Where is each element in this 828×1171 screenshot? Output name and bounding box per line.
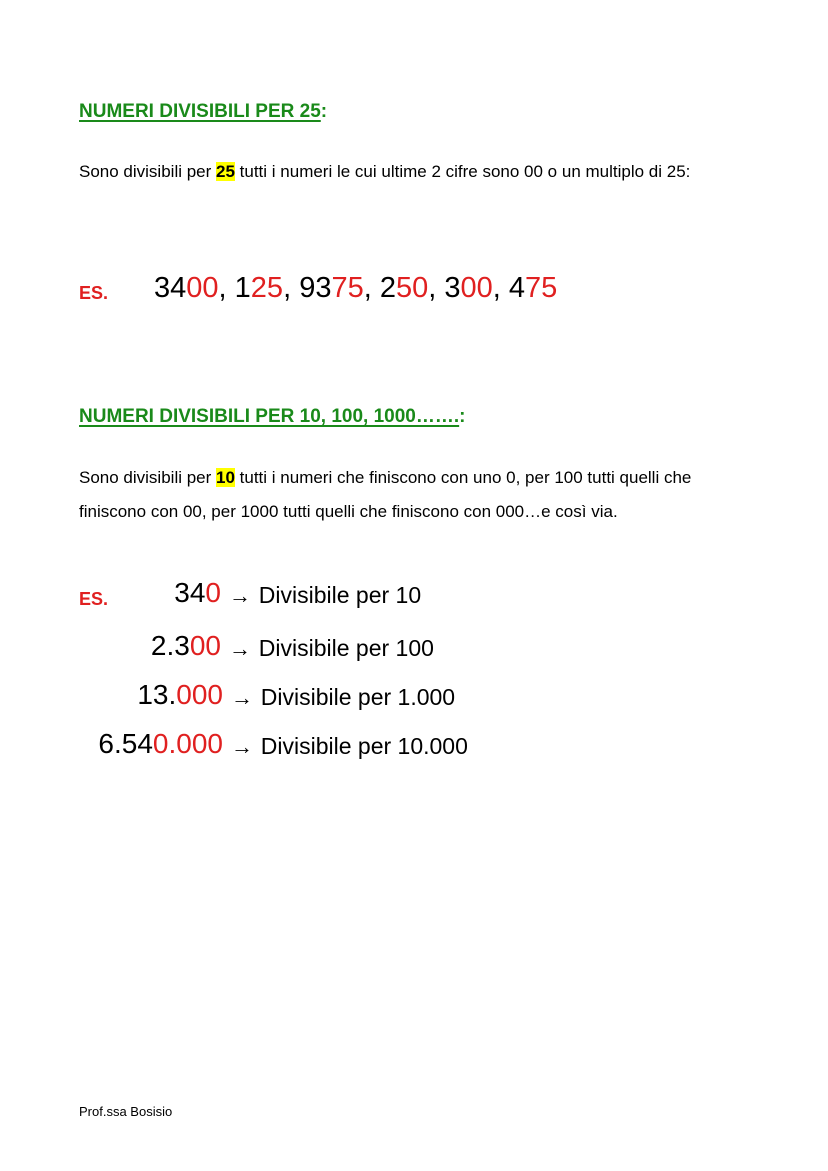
- section2-paragraph: Sono divisibili per 10 tutti i numeri che finiscono con uno 0, per 100 tutti quelli che finiscono con 00, per 1000 tutti quelli che finiscono con 000…e così via.: [79, 468, 692, 521]
- example-row-result: → Divisibile per 10.000: [231, 733, 468, 759]
- example-number: 300: [444, 272, 493, 304]
- section1-paragraph: Sono divisibili per 25 tutti i numeri le cui ultime 2 cifre sono 00 o un multiplo di 25:: [79, 162, 691, 181]
- section1-es-label: ES.: [79, 283, 109, 303]
- arrow-right-icon: →: [231, 685, 253, 710]
- example-number: 125: [234, 272, 284, 304]
- highlight-10: 10: [216, 468, 235, 487]
- section2-heading: NUMERI DIVISIBILI PER 10, 100, 1000…….:: [79, 406, 466, 427]
- example-number: 3400: [154, 272, 219, 304]
- highlight-25: 25: [216, 162, 235, 181]
- section1-examples: 3400, 125, 9375, 250, 300, 475: [154, 272, 558, 304]
- example-number: 475: [508, 272, 558, 304]
- example-number: 9375: [299, 272, 364, 304]
- footer-author: Prof.ssa Bosisio: [79, 1104, 173, 1119]
- example-row-number: 2.300: [150, 630, 221, 661]
- section2-es-label: ES.: [79, 589, 109, 609]
- example-row-result: → Divisibile per 100: [229, 635, 434, 661]
- arrow-right-icon: →: [229, 636, 251, 661]
- example-row-number: 340: [174, 577, 221, 608]
- example-row-number: 6.540.000: [98, 728, 223, 759]
- arrow-right-icon: →: [229, 583, 251, 608]
- section1-heading: NUMERI DIVISIBILI PER 25:: [79, 101, 328, 122]
- example-row-result: → Divisibile per 10: [229, 582, 422, 608]
- example-row-result: → Divisibile per 1.000: [231, 684, 456, 710]
- arrow-right-icon: →: [231, 734, 253, 759]
- example-number: 250: [379, 272, 429, 304]
- example-row-number: 13.000: [137, 679, 223, 710]
